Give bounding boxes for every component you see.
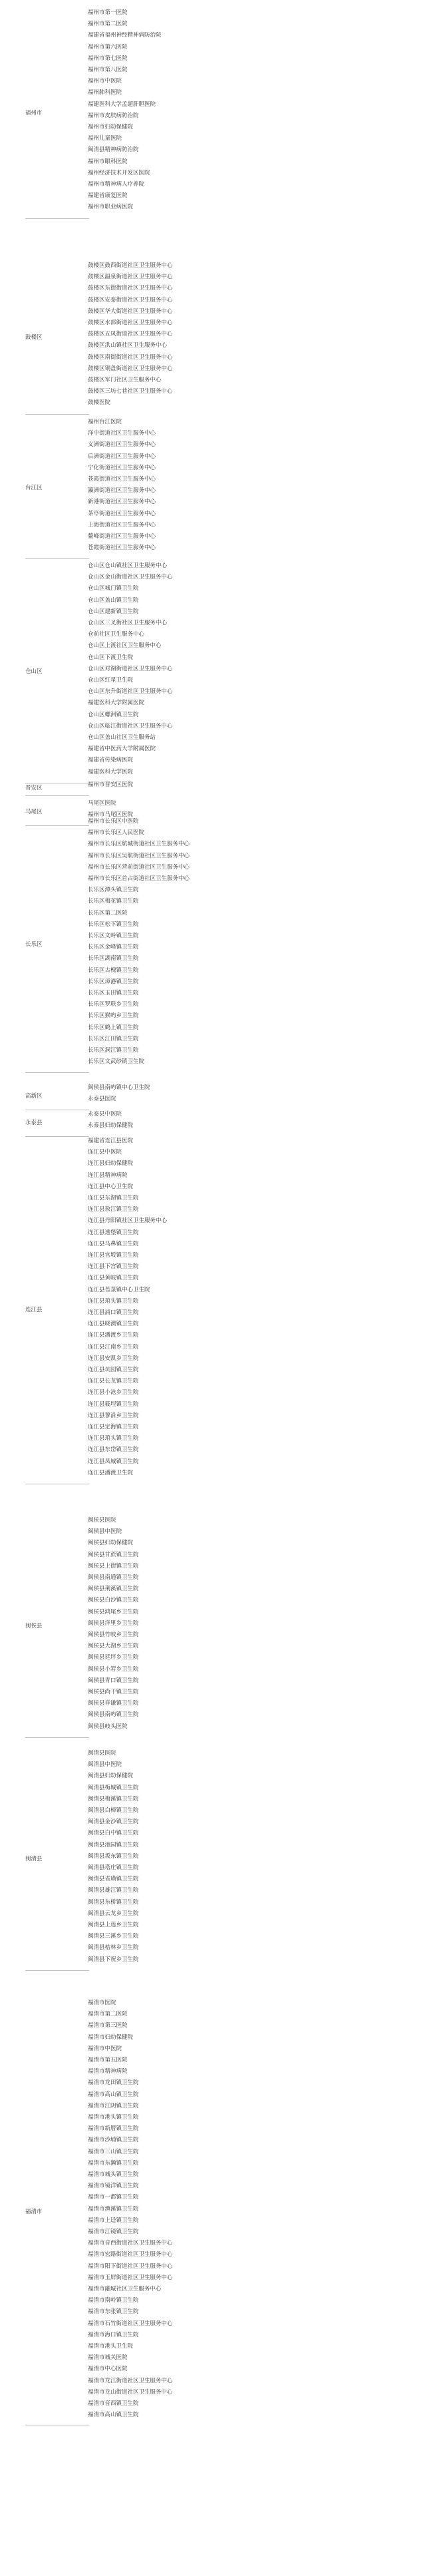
hospital-item: 永泰县妇幼保健院: [88, 1122, 134, 1130]
hospital-item: 瀛洲街道社区卫生服务中心: [88, 487, 156, 495]
hospital-item: 连江县官坂镇卫生院: [88, 1252, 139, 1259]
hospital-item: 福清市医院: [88, 2000, 116, 2006]
district-name: 台江区: [25, 485, 43, 492]
hospital-item: 长乐区江田镇卫生院: [88, 1035, 139, 1042]
hospital-item: 福州市长乐区航城街道社区卫生服务中心: [88, 841, 190, 848]
hospital-item: 福州市职业病医院: [88, 204, 134, 211]
hospital-item: 闽清县三溪乡卫生院: [88, 1933, 139, 1940]
hospital-item: 闽清县塔庄镇卫生院: [88, 1864, 139, 1871]
hospital-item: 闽清县中医院: [88, 1761, 122, 1769]
hospital-item: 福州市第一医院: [88, 9, 128, 16]
hospital-item: 闽清县精神病防治院: [88, 146, 139, 154]
hospital-item: 连江县潘渡卫生院: [88, 1469, 134, 1476]
hospital-item: 福建省福州神经精神病防治院: [88, 32, 162, 39]
hospital-item: 福清市港头镇卫生院: [88, 2114, 139, 2121]
hospital-item: 长乐区猴屿乡卫生院: [88, 1012, 139, 1020]
hospital-item: 连江县潘渡乡卫生院: [88, 1332, 139, 1339]
hospital-item: 闽清县金沙镇卫生院: [88, 1819, 139, 1826]
hospital-item: 鼓楼区南街街道社区卫生服务中心: [88, 353, 173, 361]
hospital-item: 闽侯县青口镇卫生院: [88, 1677, 139, 1684]
district-name: 连江县: [25, 1307, 43, 1313]
hospital-item: 福清市江阴镇卫生院: [88, 2102, 139, 2109]
hospital-item: 闽清县白中镇卫生院: [88, 1830, 139, 1837]
hospital-item: 鼓楼医院: [88, 399, 111, 407]
hospital-item: 闽清县桔林乡卫生院: [88, 1944, 139, 1952]
hospital-item: 仓前社区卫生服务中心: [88, 631, 145, 638]
hospital-item: 永泰县医院: [88, 1096, 116, 1103]
hospital-item: 闽侯县尚干镇卫生院: [88, 1689, 139, 1695]
hospital-item: 福州市长乐区中医院: [88, 818, 139, 825]
hospital-item: 义洲街道社区卫生服务中心: [88, 441, 156, 449]
hospital-item: 宁化街道社区卫生服务中心: [88, 464, 156, 471]
hospital-item: 闽侯县南通镇卫生院: [88, 1574, 139, 1581]
hospital-item: 福清市阳下街道社区卫生服务中心: [88, 2262, 173, 2270]
hospital-item: 鼓楼区洪山镇社区卫生服务中心: [88, 342, 168, 349]
hospital-item: 福建省传染病医院: [88, 757, 134, 764]
hospital-item: 仓山区盖山镇卫生院: [88, 596, 139, 604]
hospital-item: 连江县定海镇卫生院: [88, 1424, 139, 1430]
hospital-item: 福州市长乐区营前街道社区卫生服务中心: [88, 863, 190, 871]
district-group: [25, 8, 424, 220]
hospital-item: 闽侯县上街镇卫生院: [88, 1562, 139, 1570]
hospital-item: 闽侯县岐头医院: [88, 1723, 128, 1730]
hospital-item: 闽清县白樟镇卫生院: [88, 1807, 139, 1814]
hospital-item: 闽清县下祝乡卫生院: [88, 1956, 139, 1963]
hospital-item: 连江县透堡镇卫生院: [88, 1229, 139, 1236]
hospital-item: 连江县安凯乡卫生院: [88, 1355, 139, 1362]
hospital-item: 连江县东湖镇卫生院: [88, 1195, 139, 1201]
district-group: [25, 417, 424, 560]
hospital-item: 福州市第六医院: [88, 43, 128, 51]
hospital-item: 长乐区古槐镇卫生院: [88, 966, 139, 974]
hospital-item: 鼓楼区军门社区卫生服务中心: [88, 377, 162, 383]
hospital-item: 鼓楼区三坊七巷社区卫生服务中心: [88, 388, 173, 395]
hospital-item: 长乐区文武砂镇卫生院: [88, 1058, 145, 1066]
group-divider: [25, 218, 89, 219]
hospital-item: 福州台江医院: [88, 419, 122, 425]
hospital-item: 福建医科大学附属医院: [88, 700, 145, 707]
hospital-item: 闽侯县中医院: [88, 1528, 122, 1536]
district-name: 长乐区: [25, 941, 43, 949]
hospital-item: 仓山区上渡社区卫生服务中心: [88, 642, 162, 650]
hospital-item: 仓山区金山街道社区卫生服务中心: [88, 574, 173, 581]
hospital-item: 闽清县省璜镇卫生院: [88, 1876, 139, 1883]
district-group: [25, 1749, 424, 1972]
hospital-item: 福清市东张镇卫生院: [88, 2308, 139, 2316]
hospital-item: 闽侯县甘蔗镇卫生院: [88, 1551, 139, 1558]
hospital-item: 长乐区洞江镇卫生院: [88, 1047, 139, 1054]
district-group: [25, 261, 424, 415]
hospital-item: 连江县妇幼保健院: [88, 1160, 134, 1168]
hospital-item: 闽清县妇幼保健院: [88, 1773, 134, 1780]
hospital-item: 福清市石竹街道社区卫生服务中心: [88, 2320, 173, 2327]
district-name: 鼓楼区: [25, 333, 43, 341]
hospital-item: 苍霞街道社区卫生服务中心: [88, 544, 156, 552]
hospital-item: 闽侯县小箬乡卫生院: [88, 1665, 139, 1673]
hospital-item: 福建医科大学医院: [88, 768, 134, 775]
hospital-item: 仓山区临江街道社区卫生服务中心: [88, 722, 173, 730]
hospital-item: 闽侯县南屿镇中心卫生院: [88, 1084, 150, 1091]
district-group: [25, 1136, 424, 1485]
hospital-item: 连江县蓼沿乡卫生院: [88, 1412, 139, 1419]
hospital-item: 鼓楼区东街街道社区卫生服务中心: [88, 285, 173, 292]
hospital-item: 闽清县东桥镇卫生院: [88, 1898, 139, 1906]
district-name: 永泰县: [25, 1120, 43, 1127]
hospital-item: 闽侯县南屿镇卫生院: [88, 1711, 139, 1719]
group-divider: [25, 558, 89, 559]
hospital-item: 长乐区金峰镇卫生院: [88, 944, 139, 951]
hospital-item: 福清市妇幼保健院: [88, 2034, 134, 2041]
hospital-item: 福清市宏路街道社区卫生服务中心: [88, 2251, 173, 2258]
hospital-item: 马尾区医院: [88, 800, 116, 807]
district-name: 晋安区: [25, 784, 43, 791]
hospital-item: 福清市龙田镇卫生院: [88, 2079, 139, 2087]
hospital-item: 福清市镜洋镇卫生院: [88, 2183, 139, 2190]
district-name: 福州市: [25, 109, 43, 116]
hospital-item: 福州市中医院: [88, 78, 122, 85]
hospital-item: 长乐区潭头镇卫生院: [88, 887, 139, 894]
group-divider: [25, 1737, 89, 1738]
district-group: [25, 561, 424, 784]
hospital-item: 长乐区玉田镇卫生院: [88, 990, 139, 996]
hospital-item: 福清市音西镇卫生院: [88, 2400, 139, 2407]
hospital-item: 福清市高山镇卫生院: [88, 2091, 139, 2098]
hospital-item: 长乐区文岭镇卫生院: [88, 933, 139, 939]
hospital-item: 福州肺科医院: [88, 89, 122, 97]
hospital-item: 福清市融城社区卫生服务中心: [88, 2286, 162, 2292]
hospital-item: 闽清县云龙乡卫生院: [88, 1910, 139, 1917]
hospital-item: 福州市第二医院: [88, 21, 128, 28]
hospital-item: 连江县东岱镇卫生院: [88, 1446, 139, 1454]
district-name: 闽清县: [25, 1856, 43, 1863]
hospital-item: 连江县坑园镇卫生院: [88, 1367, 139, 1373]
hospital-item: 福州市精神病人疗养院: [88, 181, 145, 188]
hospital-item: 福清市三山镇卫生院: [88, 2148, 139, 2155]
hospital-item: 闽侯县白沙镇卫生院: [88, 1597, 139, 1604]
hospital-item: 仓山区下渡卫生院: [88, 654, 134, 661]
hospital-item: 福清市龙山街道社区卫生服务中心: [88, 2388, 173, 2396]
hospital-item: 连江县晓澳镇卫生院: [88, 1321, 139, 1328]
hospital-item: 连江县长龙镇卫生院: [88, 1378, 139, 1385]
hospital-item: 福建省连江县医院: [88, 1138, 134, 1144]
hospital-item: 福州市第七医院: [88, 55, 128, 62]
hospital-item: 福州市第八医院: [88, 67, 128, 73]
hospital-item: 连江县黄岐镇卫生院: [88, 1275, 139, 1282]
hospital-item: 福州市眼科医院: [88, 158, 128, 165]
group-divider: [25, 1072, 89, 1073]
hospital-item: 福清市音西街道社区卫生服务中心: [88, 2240, 173, 2247]
hospital-item: 福清市港头卫生院: [88, 2343, 134, 2350]
hospital-item: 福清市精神病院: [88, 2068, 128, 2075]
district-name: 闽侯县: [25, 1623, 43, 1630]
hospital-item: 福清市新厝镇卫生院: [88, 2125, 139, 2133]
hospital-item: 仓山区建新镇卫生院: [88, 608, 139, 615]
hospital-item: 鼓楼区温泉街道社区卫生服务中心: [88, 274, 173, 281]
hospital-item: 闽侯县廷坪乡卫生院: [88, 1654, 139, 1661]
hospital-item: 福清市中心医院: [88, 2366, 128, 2373]
hospital-item: 福清市沙埔镇卫生院: [88, 2137, 139, 2144]
hospital-item: 鼓楼区鼓西街道社区卫生服务中心: [88, 262, 173, 269]
hospital-item: 后洲街道社区卫生服务中心: [88, 453, 156, 460]
district-group: [25, 1110, 424, 1138]
hospital-item: 福清市第五医院: [88, 2057, 128, 2063]
hospital-item: 鼓楼区铜盘街道社区卫生服务中心: [88, 365, 173, 372]
hospital-item: 闽侯县祥谦镇卫生院: [88, 1700, 139, 1707]
hospital-item: 闽清县梅溪镇卫生院: [88, 1795, 139, 1803]
hospital-item: 福州市长乐区首占街道社区卫生服务中心: [88, 875, 190, 882]
hospital-item: 连江县凤城镇卫生院: [88, 1458, 139, 1465]
hospital-item: 福清市玉屏街道社区卫生服务中心: [88, 2274, 173, 2281]
hospital-item: 闽侯县鸿尾乡卫生院: [88, 1608, 139, 1615]
hospital-item: 闽清县池园镇卫生院: [88, 1841, 139, 1848]
hospital-item: 闽侯县荆溪镇卫生院: [88, 1586, 139, 1593]
hospital-item: 福清市东瀚镇卫生院: [88, 2159, 139, 2167]
hospital-item: 连江县中医院: [88, 1149, 122, 1156]
hospital-item: 闽侯县妇幼保健院: [88, 1540, 134, 1547]
district-name: 高新区: [25, 1093, 43, 1100]
hospital-item: 福清市第二医院: [88, 2011, 128, 2018]
hospital-item: 闽清县雄江镇卫生院: [88, 1887, 139, 1894]
hospital-item: 闽清县梅城镇卫生院: [88, 1784, 139, 1791]
hospital-item: 鼓楼区水部街道社区卫生服务中心: [88, 320, 173, 326]
hospital-item: 永泰县中医院: [88, 1111, 122, 1118]
hospital-item: 仓山区红星卫生院: [88, 677, 134, 684]
district-group: [25, 1083, 424, 1111]
hospital-item: 福清市海口镇卫生院: [88, 2331, 139, 2338]
hospital-item: 鼓楼区华大街道社区卫生服务中心: [88, 308, 173, 315]
hospital-item: 上海街道社区卫生服务中心: [88, 521, 156, 529]
hospital-item: 连江县马鼻镇卫生院: [88, 1240, 139, 1247]
hospital-item: 闽侯县洋里乡卫生院: [88, 1619, 139, 1627]
hospital-item: 闽清县医院: [88, 1750, 116, 1757]
hospital-item: 长乐区第二医院: [88, 909, 128, 917]
hospital-item: 福清市一都镇卫生院: [88, 2194, 139, 2201]
hospital-item: 苍霞街道社区卫生服务中心: [88, 476, 156, 483]
hospital-item: 长乐区湖南镇卫生院: [88, 955, 139, 963]
district-name: 福清市: [25, 2209, 43, 2216]
hospital-item: 福州市长乐区人民医院: [88, 829, 145, 837]
hospital-item: 连江县琯头镇卫生院: [88, 1435, 139, 1442]
district-group: [25, 780, 424, 797]
hospital-item: 闽清县上莲乡卫生院: [88, 1922, 139, 1928]
hospital-item: 茶亭街道社区卫生服务中心: [88, 510, 156, 517]
hospital-item: 福清市城关医院: [88, 2354, 128, 2362]
hospital-item: 福清市龙江街道社区卫生服务中心: [88, 2377, 173, 2384]
hospital-item: 福建省中医药大学附属医院: [88, 746, 156, 753]
hospital-item: 福清市渔溪镇卫生院: [88, 2205, 139, 2213]
hospital-item: 福州市长乐区吴航街道社区卫生服务中心: [88, 852, 190, 859]
hospital-item: 福清市江镜镇卫生院: [88, 2229, 139, 2235]
hospital-item: 闽侯县医院: [88, 1517, 116, 1524]
hospital-item: 连江县筱埕镇卫生院: [88, 1400, 139, 1408]
hospital-item: 连江县江南乡卫生院: [88, 1343, 139, 1351]
hospital-item: 新港街道社区卫生服务中心: [88, 499, 156, 506]
hospital-item: 连江县敖江镇卫生院: [88, 1206, 139, 1213]
hospital-item: 鳌峰街道社区卫生服务中心: [88, 533, 156, 540]
hospital-item: 福清市城头镇卫生院: [88, 2171, 139, 2178]
hospital-item: 长乐区罗联乡卫生院: [88, 1001, 139, 1008]
hospital-item: 闽清县坂东镇卫生院: [88, 1852, 139, 1860]
hospital-item: 仓山区仓山镇社区卫生服务中心: [88, 562, 168, 569]
hospital-item: 仓山区盖山社区卫生服务站: [88, 734, 156, 741]
hospital-item: 福州市妇幼保健院: [88, 124, 134, 130]
hospital-item: 连江县下宫镇卫生院: [88, 1263, 139, 1271]
hospital-item: 鼓楼区五凤街道社区卫生服务中心: [88, 331, 173, 338]
hospital-item: 长乐区松下镇卫生院: [88, 921, 139, 928]
hospital-item: 长乐区漳港镇卫生院: [88, 978, 139, 985]
hospital-item: 连江县中心卫生院: [88, 1183, 134, 1190]
group-divider: [25, 1970, 89, 1971]
group-divider: [25, 414, 89, 415]
hospital-item: 福清市中医院: [88, 2045, 122, 2052]
hospital-item: 连江县丹阳镇社区卫生服务中心: [88, 1217, 168, 1225]
hospital-item: 福清市第三医院: [88, 2022, 128, 2030]
hospital-item: 福州儿童医院: [88, 135, 122, 142]
hospital-item: 福清市高山镇卫生院: [88, 2412, 139, 2419]
hospital-item: 连江县小沧乡卫生院: [88, 1389, 139, 1396]
hospital-item: 福清市上迳镇卫生院: [88, 2217, 139, 2224]
hospital-item: 连江县琯头镇卫生院: [88, 1297, 139, 1305]
district-name: 仓山区: [25, 668, 43, 676]
hospital-item: 福州市晋安区医院: [88, 781, 134, 788]
group-divider: [25, 795, 89, 796]
hospital-item: 连江县浦口镇卫生院: [88, 1309, 139, 1316]
district-group: [25, 817, 424, 1074]
district-group: [25, 1998, 424, 2427]
hospital-item: 福州经济技术开发区医院: [88, 169, 150, 176]
hospital-item: 福州市皮肤病防治院: [88, 112, 139, 119]
hospital-item: 仓山区螺洲镇卫生院: [88, 711, 139, 718]
hospital-item: 闽侯县竹岐乡卫生院: [88, 1631, 139, 1638]
hospital-item: 闽侯县大湖乡卫生院: [88, 1643, 139, 1650]
hospital-item: 福州市马尾区医院: [88, 811, 134, 819]
hospital-item: 仓山区对湖街道社区卫生服务中心: [88, 665, 173, 672]
hospital-item: 福清市南岭镇卫生院: [88, 2297, 139, 2304]
hospital-item: 福建医科大学孟超肝胆医院: [88, 101, 156, 108]
hospital-item: 长乐区鹤上镇卫生院: [88, 1024, 139, 1031]
district-name: 马尾区: [25, 809, 43, 816]
hospital-item: 福建省康复医院: [88, 192, 128, 200]
hospital-item: 连江县精神病院: [88, 1172, 128, 1179]
hospital-item: 鼓楼区安泰街道社区卫生服务中心: [88, 296, 173, 304]
hospital-item: 仓山区三叉街社区卫生服务中心: [88, 620, 168, 626]
hospital-item: 洋中街道社区卫生服务中心: [88, 430, 156, 437]
district-group: [25, 1516, 424, 1739]
hospital-item: 仓山区东升街道社区卫生服务中心: [88, 688, 173, 696]
hospital-item: 仓山区城门镇卫生院: [88, 585, 139, 592]
hospital-item: 长乐区梅花镇卫生院: [88, 898, 139, 905]
hospital-item: 连江县苔菉镇中心卫生院: [88, 1286, 150, 1293]
